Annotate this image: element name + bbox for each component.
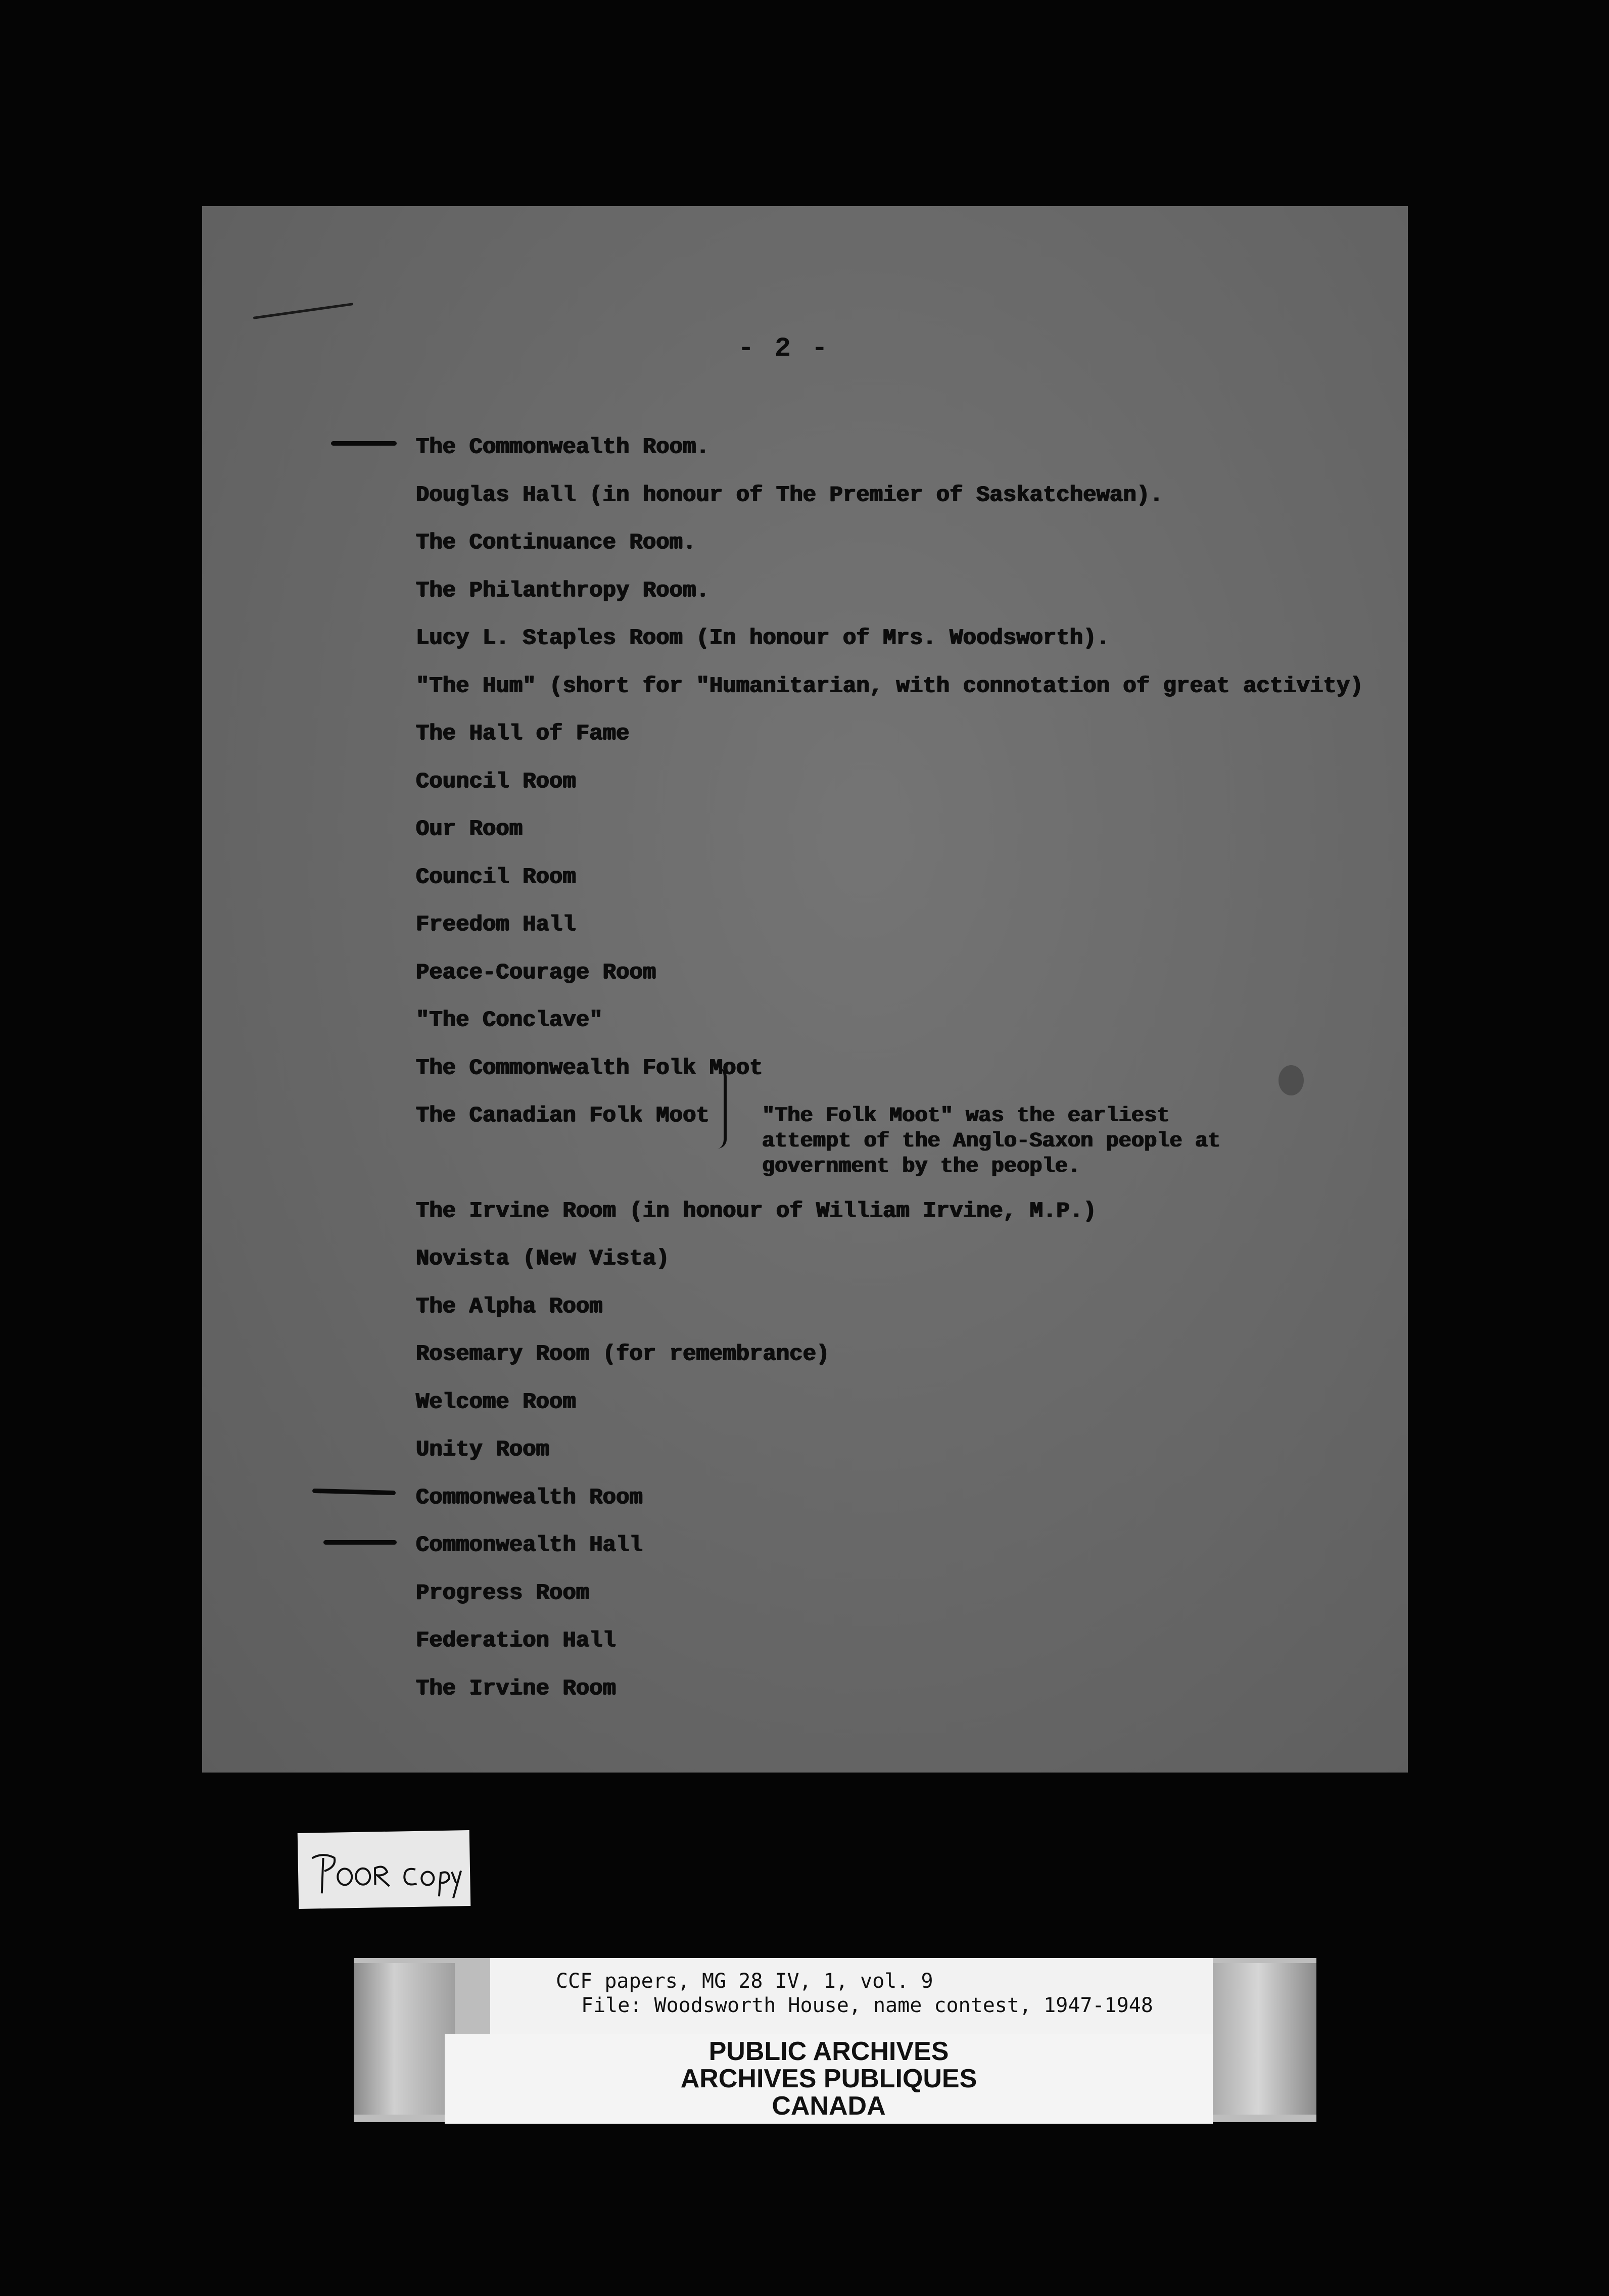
- list-item: The Canadian Folk Moot: [416, 1103, 709, 1128]
- margin-dash-mark: [323, 1540, 397, 1545]
- handwritten-arrow-mark: [253, 303, 354, 319]
- paper-stain: [1279, 1065, 1304, 1095]
- folk-moot-note: "The Folk Moot" was the earliest attempt of the Anglo-Saxon people at government by the people.: [762, 1104, 1221, 1178]
- list-item: Council Room: [416, 769, 576, 794]
- list-item: Welcome Room: [416, 1389, 576, 1415]
- list-item: Commonwealth Hall: [416, 1533, 643, 1558]
- file-reference-label: [490, 1958, 1213, 2040]
- file-reference-line-1: CCF papers, MG 28 IV, 1, vol. 9: [556, 1970, 933, 1993]
- list-item: Commonwealth Room: [416, 1485, 643, 1510]
- list-item: Peace-Courage Room: [416, 960, 656, 985]
- poor-copy-tag: [298, 1830, 471, 1909]
- stamp-line-2: ARCHIVES PUBLIQUES: [680, 2064, 977, 2093]
- archive-label-strip: [354, 1958, 1316, 2122]
- page-number: - 2 -: [738, 333, 830, 364]
- list-item: Freedom Hall: [416, 912, 576, 937]
- stamp-line-1: PUBLIC ARCHIVES: [708, 2037, 949, 2066]
- list-item: Our Room: [416, 817, 523, 842]
- list-item: Progress Room: [416, 1580, 590, 1606]
- handwritten-poor-copy-label: [303, 1835, 465, 1904]
- list-item: The Irvine Room: [416, 1676, 617, 1701]
- list-item: Council Room: [416, 864, 576, 890]
- list-item: The Commonwealth Folk Moot: [416, 1055, 763, 1081]
- margin-dash-mark: [331, 441, 397, 446]
- list-item: The Philanthropy Room.: [416, 578, 709, 603]
- stamp-line-3: CANADA: [772, 2091, 886, 2121]
- margin-dash-mark: [312, 1489, 396, 1495]
- list-item: The Alpha Room: [416, 1294, 603, 1319]
- list-item: "The Conclave": [416, 1008, 603, 1033]
- list-item: Novista (New Vista): [416, 1246, 670, 1271]
- list-item: The Continuance Room.: [416, 530, 696, 555]
- list-item: The Commonwealth Room.: [416, 435, 709, 460]
- list-item: The Irvine Room (in honour of William Irvine, M.P.): [416, 1198, 1097, 1224]
- list-item: "The Hum" (short for "Humanitarian, with connotation of great activity): [416, 673, 1363, 699]
- tape-right: [1200, 1963, 1316, 2115]
- list-item: Rosemary Room (for remembrance): [416, 1342, 830, 1367]
- list-item: Lucy L. Staples Room (In honour of Mrs. Woodsworth).: [416, 626, 1110, 651]
- bracket-mark: [717, 1068, 727, 1149]
- list-item: Federation Hall: [416, 1628, 617, 1653]
- typed-document-page: [202, 206, 1408, 1773]
- public-archives-stamp: [445, 2034, 1213, 2124]
- list-item: Unity Room: [416, 1437, 550, 1462]
- list-item: The Hall of Fame: [416, 721, 630, 746]
- list-item: Douglas Hall (in honour of The Premier of Saskatchewan).: [416, 482, 1163, 508]
- tape-left: [354, 1963, 455, 2115]
- file-reference-line-2: File: Woodsworth House, name contest, 1947-1948: [581, 1994, 1153, 2017]
- name-suggestion-list: [416, 423, 1363, 1712]
